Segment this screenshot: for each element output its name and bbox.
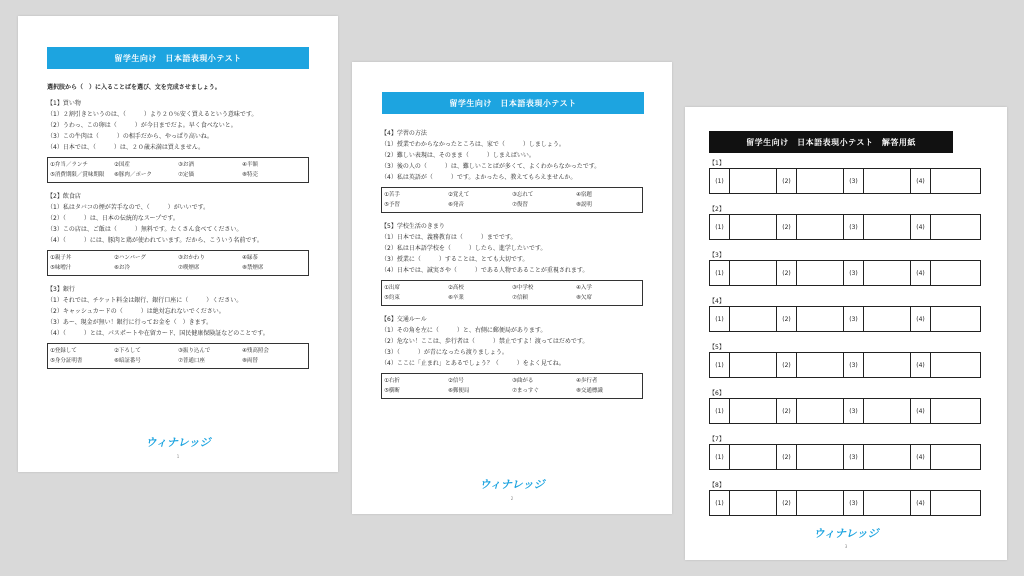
question-line: （4）ここに「止まれ」とあるでしょう？（ ）をよく見てね。 bbox=[381, 360, 565, 367]
instruction-text: 選択肢から（ ）に入ることばを選び、文を完成させましょう。 bbox=[47, 84, 221, 91]
option-item: ⑧欠席 bbox=[576, 295, 592, 301]
answer-section bbox=[709, 159, 981, 194]
answer-number-label: (2) bbox=[777, 307, 797, 331]
answer-box[interactable] bbox=[864, 399, 911, 423]
worksheet-content bbox=[381, 124, 643, 407]
answer-number-label: (2) bbox=[777, 399, 797, 423]
option-item: ④残高照会 bbox=[242, 348, 269, 354]
answer-box[interactable] bbox=[730, 399, 777, 423]
option-item: ②ハンバーグ bbox=[114, 255, 147, 261]
option-item: ④宿題 bbox=[576, 192, 592, 198]
question-line: （2）私は日本語学校を（ ）したら、進学したいです。 bbox=[381, 245, 547, 252]
question-section bbox=[381, 128, 643, 213]
options-box bbox=[47, 343, 309, 369]
answer-number-label: (4) bbox=[911, 445, 931, 469]
answer-number-label: (2) bbox=[777, 491, 797, 515]
question-section bbox=[47, 284, 309, 369]
answer-section-label: 【1】 bbox=[709, 160, 725, 167]
answer-number-label: (4) bbox=[911, 353, 931, 377]
answer-section-label: 【4】 bbox=[709, 298, 725, 305]
answer-box[interactable] bbox=[864, 307, 911, 331]
option-item: ⑦喫煙席 bbox=[178, 265, 200, 271]
answer-section bbox=[709, 435, 981, 470]
option-item: ⑧交通標識 bbox=[576, 388, 603, 394]
brand-logo bbox=[813, 525, 878, 541]
option-item: ①苦手 bbox=[384, 192, 400, 198]
answer-box[interactable] bbox=[730, 491, 777, 515]
answer-box[interactable] bbox=[931, 215, 980, 239]
logo-text: ウィナレッジ bbox=[145, 436, 211, 449]
section-title: 【2】飲食店 bbox=[47, 193, 81, 200]
option-item: ⑧両替 bbox=[242, 358, 258, 364]
option-item: ⑦信頼 bbox=[512, 295, 528, 301]
question-line: （1）私はタバコの煙が苦手なので、（ ）がいいです。 bbox=[47, 204, 210, 211]
option-item: ⑥卒業 bbox=[448, 295, 464, 301]
answer-number-label: (1) bbox=[710, 307, 730, 331]
option-item: ⑥お冷 bbox=[114, 265, 130, 271]
section-title: 【6】交通ルール bbox=[381, 316, 427, 323]
answer-number-label: (4) bbox=[911, 399, 931, 423]
option-item: ⑦定価 bbox=[178, 172, 194, 178]
answer-section bbox=[709, 251, 981, 286]
answer-number-label: (1) bbox=[710, 261, 730, 285]
question-line: （1）日本では、義務教育は（ ）までです。 bbox=[381, 234, 517, 241]
options-box bbox=[47, 157, 309, 183]
logo-text: ウィナレッジ bbox=[479, 478, 545, 491]
option-item: ⑥豚肉／ポーク bbox=[114, 172, 152, 178]
answer-box[interactable] bbox=[797, 353, 844, 377]
option-item: ⑦まっすぐ bbox=[512, 388, 539, 394]
answer-number-label: (2) bbox=[777, 445, 797, 469]
question-line: （3）この店は、ご飯は（ ）無料です。たくさん食べてください。 bbox=[47, 226, 243, 233]
answer-box[interactable] bbox=[864, 445, 911, 469]
answer-row bbox=[709, 260, 981, 286]
answer-box[interactable] bbox=[931, 261, 980, 285]
answer-number-label: (4) bbox=[911, 215, 931, 239]
page-title: 留学生向け 日本語表現小テスト bbox=[449, 98, 577, 108]
option-item: ⑦普通口座 bbox=[178, 358, 205, 364]
answer-row bbox=[709, 214, 981, 240]
page-number: 3 bbox=[844, 544, 848, 549]
option-item: ③中学校 bbox=[512, 285, 534, 291]
answer-box[interactable] bbox=[797, 307, 844, 331]
option-item: ④半額 bbox=[242, 162, 258, 168]
option-item: ⑤消費期限／賞味期限 bbox=[50, 172, 105, 178]
answer-number-label: (3) bbox=[844, 445, 864, 469]
worksheet-page-1 bbox=[18, 16, 338, 472]
options-box bbox=[47, 250, 309, 276]
section-title: 【4】学習の方法 bbox=[381, 130, 427, 137]
question-section bbox=[381, 221, 643, 306]
page-title-banner bbox=[709, 131, 953, 153]
answer-box[interactable] bbox=[931, 491, 980, 515]
question-line: （2）難しい表現は、そのまま（ ）しまえばいい。 bbox=[381, 152, 535, 159]
answer-box[interactable] bbox=[797, 169, 844, 193]
answer-box[interactable] bbox=[931, 353, 980, 377]
answer-row bbox=[709, 306, 981, 332]
option-item: ①登録して bbox=[50, 348, 77, 354]
answer-row bbox=[709, 490, 981, 516]
page-title: 留学生向け 日本語表現小テスト 解答用紙 bbox=[746, 137, 916, 147]
option-item: ⑥郵便局 bbox=[448, 388, 470, 394]
answer-number-label: (1) bbox=[710, 169, 730, 193]
option-item: ⑦復習 bbox=[512, 202, 528, 208]
question-section bbox=[381, 314, 643, 399]
answer-number-label: (1) bbox=[710, 399, 730, 423]
option-item: ④歩行者 bbox=[576, 378, 598, 384]
answer-section bbox=[709, 343, 981, 378]
answer-box[interactable] bbox=[864, 261, 911, 285]
question-line: （3）授業に（ ）することは、とても大切です。 bbox=[381, 256, 529, 263]
answer-box[interactable] bbox=[931, 445, 980, 469]
question-line: （3）あー、現金が無い！銀行に行ってお金を（ ）きます。 bbox=[47, 319, 213, 326]
option-item: ①親子丼 bbox=[50, 255, 72, 261]
option-item: ①右折 bbox=[384, 378, 400, 384]
answer-box[interactable] bbox=[797, 491, 844, 515]
options-box bbox=[381, 373, 643, 399]
answer-row bbox=[709, 444, 981, 470]
answer-box[interactable] bbox=[864, 353, 911, 377]
answer-section bbox=[709, 481, 981, 516]
options-box bbox=[381, 280, 643, 306]
answer-number-label: (2) bbox=[777, 353, 797, 377]
answer-number-label: (2) bbox=[777, 261, 797, 285]
answer-section-label: 【8】 bbox=[709, 482, 725, 489]
question-section bbox=[47, 191, 309, 276]
question-line: （3）この牛肉は（ ）の相手だから、やっぱり高いね。 bbox=[47, 133, 213, 140]
answer-number-label: (4) bbox=[911, 491, 931, 515]
question-line: （1）授業でわからなかったところは、家で（ ）しましょう。 bbox=[381, 141, 565, 148]
option-item: ②国産 bbox=[114, 162, 130, 168]
answer-number-label: (3) bbox=[844, 215, 864, 239]
answer-number-label: (1) bbox=[710, 491, 730, 515]
question-line: （2）うわっ、この卵は（ ）が今日までだよ。早く食べないと。 bbox=[47, 122, 237, 129]
question-line: （4）（ ）には、豚肉と鶏が使われています。だから、こういう名前です。 bbox=[47, 237, 263, 244]
page-number: 1 bbox=[176, 454, 180, 459]
answer-row bbox=[709, 352, 981, 378]
answer-section bbox=[709, 297, 981, 332]
option-item: ③忘れて bbox=[512, 192, 534, 198]
option-item: ⑧禁煙席 bbox=[242, 265, 264, 271]
option-item: ⑤約束 bbox=[384, 295, 400, 301]
option-item: ②信号 bbox=[448, 378, 464, 384]
question-line: （4）日本では、誠実さや（ ）である人物であることが重視されます。 bbox=[381, 267, 589, 274]
answer-box[interactable] bbox=[730, 261, 777, 285]
answer-section-label: 【2】 bbox=[709, 206, 725, 213]
option-item: ④緑茶 bbox=[242, 255, 258, 261]
option-item: ④入学 bbox=[576, 285, 592, 291]
answer-box[interactable] bbox=[931, 307, 980, 331]
option-item: ②覚えて bbox=[448, 192, 470, 198]
answer-number-label: (2) bbox=[777, 169, 797, 193]
answer-number-label: (3) bbox=[844, 261, 864, 285]
option-item: ⑥発音 bbox=[448, 202, 464, 208]
question-line: （4）日本では、（ ）は、２０歳未満は買えません。 bbox=[47, 144, 205, 151]
answer-number-label: (3) bbox=[844, 353, 864, 377]
page-number: 2 bbox=[510, 496, 514, 501]
answer-number-label: (3) bbox=[844, 307, 864, 331]
answer-box[interactable] bbox=[730, 169, 777, 193]
answer-sheet-page bbox=[685, 107, 1007, 560]
page-title-banner bbox=[382, 92, 644, 114]
option-item: ③振り込んで bbox=[178, 348, 211, 354]
answer-box[interactable] bbox=[730, 445, 777, 469]
option-item: ⑤横断 bbox=[384, 388, 400, 394]
answer-box[interactable] bbox=[864, 215, 911, 239]
question-line: （3）後の人の（ ）は、難しいことばが多くて、よくわからなかったです。 bbox=[381, 163, 601, 170]
question-line: （1）２割引きというのは、（ ）より２０％安く買えるという意味です。 bbox=[47, 111, 258, 118]
answer-row bbox=[709, 398, 981, 424]
brand-logo bbox=[479, 476, 544, 492]
question-line: （2）危ない！ここは、歩行者は（ ）禁止ですよ！渡ってはだめです。 bbox=[381, 338, 589, 345]
answer-section-label: 【7】 bbox=[709, 436, 725, 443]
option-item: ⑧特売 bbox=[242, 172, 258, 178]
section-title: 【1】買い物 bbox=[47, 100, 81, 107]
option-item: ①弁当／ランチ bbox=[50, 162, 88, 168]
answer-number-label: (1) bbox=[710, 215, 730, 239]
answer-box[interactable] bbox=[864, 491, 911, 515]
answer-section bbox=[709, 205, 981, 240]
answer-box[interactable] bbox=[730, 215, 777, 239]
answer-box[interactable] bbox=[931, 169, 980, 193]
logo-text: ウィナレッジ bbox=[813, 527, 879, 540]
answer-box[interactable] bbox=[797, 215, 844, 239]
answer-box[interactable] bbox=[864, 169, 911, 193]
answer-number-label: (3) bbox=[844, 399, 864, 423]
answer-number-label: (1) bbox=[710, 353, 730, 377]
option-item: ⑤味噌汁 bbox=[50, 265, 72, 271]
answer-number-label: (2) bbox=[777, 215, 797, 239]
answer-number-label: (3) bbox=[844, 491, 864, 515]
worksheet-content bbox=[47, 82, 309, 377]
answer-section-label: 【3】 bbox=[709, 252, 725, 259]
question-line: （2）キャッシュカードの（ ）は絶対忘れないでください。 bbox=[47, 308, 225, 315]
answer-number-label: (4) bbox=[911, 307, 931, 331]
answer-box[interactable] bbox=[797, 445, 844, 469]
section-title: 【5】学校生活のきまり bbox=[381, 223, 445, 230]
option-item: ③曲がる bbox=[512, 378, 534, 384]
page-title: 留学生向け 日本語表現小テスト bbox=[114, 53, 242, 63]
option-item: ③お酒 bbox=[178, 162, 194, 168]
option-item: ③おかわり bbox=[178, 255, 205, 261]
question-line: （3）（ ）が青になったら渡りましょう。 bbox=[381, 349, 508, 356]
option-item: ②下ろして bbox=[114, 348, 141, 354]
option-item: ⑥暗証番号 bbox=[114, 358, 141, 364]
answer-section-label: 【6】 bbox=[709, 390, 725, 397]
answer-row bbox=[709, 168, 981, 194]
option-item: ②高校 bbox=[448, 285, 464, 291]
answer-number-label: (4) bbox=[911, 169, 931, 193]
answer-box[interactable] bbox=[730, 353, 777, 377]
question-section bbox=[47, 98, 309, 183]
worksheet-page-2 bbox=[352, 62, 672, 514]
section-title: 【3】銀行 bbox=[47, 286, 75, 293]
page-title-banner bbox=[47, 47, 309, 69]
brand-logo bbox=[145, 434, 210, 450]
question-line: （4）私は英語が（ ）です。よかったら、教えてもらえませんか。 bbox=[381, 174, 577, 181]
answer-box[interactable] bbox=[730, 307, 777, 331]
question-line: （2）（ ）は、日本の伝統的なスープです。 bbox=[47, 215, 179, 222]
answer-section-label: 【5】 bbox=[709, 344, 725, 351]
answer-number-label: (1) bbox=[710, 445, 730, 469]
answer-box[interactable] bbox=[797, 399, 844, 423]
option-item: ⑤身分証明書 bbox=[50, 358, 83, 364]
option-item: ⑤予習 bbox=[384, 202, 400, 208]
question-line: （1）その角を左に（ ）と、右側に郵便局があります。 bbox=[381, 327, 547, 334]
answer-section bbox=[709, 389, 981, 424]
option-item: ①出席 bbox=[384, 285, 400, 291]
question-line: （4）（ ）とは、パスポートや在留カード、国民健康保険証などのことです。 bbox=[47, 330, 269, 337]
options-box bbox=[381, 187, 643, 213]
question-line: （1）それでは、チケット料金は銀行、銀行口座に（ ）ください。 bbox=[47, 297, 243, 304]
answer-number-label: (3) bbox=[844, 169, 864, 193]
answer-box[interactable] bbox=[931, 399, 980, 423]
answer-number-label: (4) bbox=[911, 261, 931, 285]
answer-box[interactable] bbox=[797, 261, 844, 285]
option-item: ⑧説明 bbox=[576, 202, 592, 208]
